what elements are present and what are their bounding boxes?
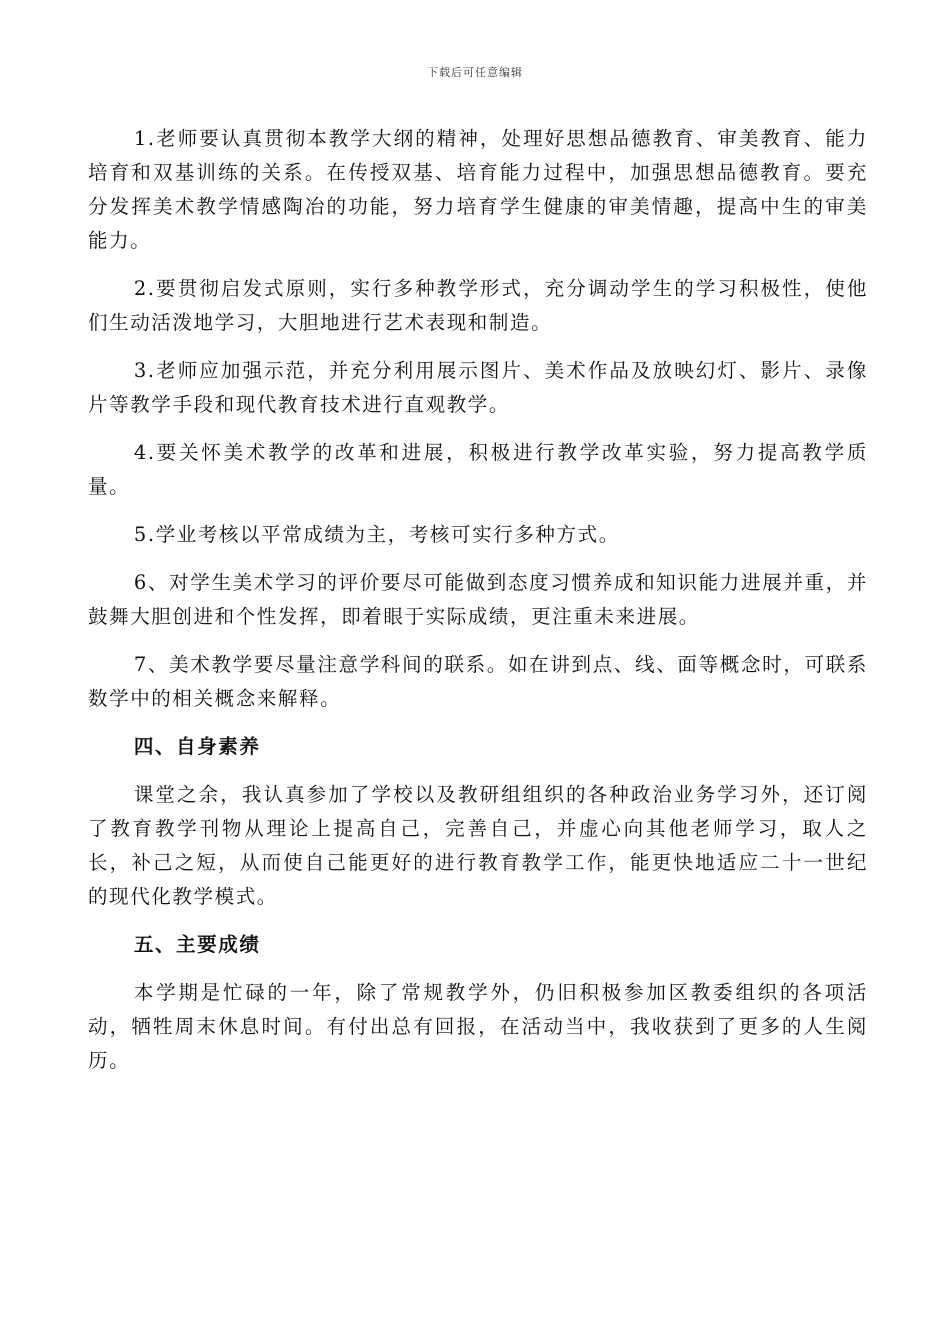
document-body [88, 122, 868, 1078]
section-heading-self-quality: 四、自身素养 [133, 735, 261, 758]
page-header: 下载后可任意编辑 [427, 66, 523, 79]
section-heading-main-achievements: 五、主要成绩 [133, 933, 261, 956]
paragraph-3: 3.老师应加强示范，并充分利用展示图片、美术作品及放映幻灯、影片、录像片等教学手段和现代教育技术进行直观教学。 [88, 359, 868, 416]
section-body-main-achievements: 本学期是忙碌的一年，除了常规教学外，仍旧积极参加区教委组织的各项活动，牺牲周末休息时间。有付出总有回报，在活动当中，我收获到了更多的人生阅历。 [88, 981, 868, 1072]
paragraph-4: 4.要关怀美术教学的改革和进展，积极进行教学改革实验，努力提高教学质量。 [88, 441, 868, 498]
section-body-self-quality: 课堂之余，我认真参加了学校以及教研组组织的各种政治业务学习外，还订阅了教育教学刊物从理论上提高自己，完善自己，并虚心向其他老师学习，取人之长，补己之短，从而使自己能更好的进行教育教学工作，能更快地适应二十一世纪的现代化教学模式。 [88, 783, 868, 908]
paragraph-7: 7、美术教学要尽量注意学科间的联系。如在讲到点、线、面等概念时，可联系数学中的相关概念来解释。 [88, 653, 868, 710]
paragraph-2: 2.要贯彻启发式原则，实行多种教学形式，充分调动学生的学习积极性，使他们生动活泼地学习，大胆地进行艺术表现和制造。 [88, 277, 868, 334]
paragraph-1: 1.老师要认真贯彻本教学大纲的精神，处理好思想品德教育、审美教育、能力培育和双基训练的关系。在传授双基、培育能力过程中，加强思想品德教育。要充分发挥美术教学情感陶冶的功能，努力培育学生健康的审美情趣，提高中生的审美能力。 [88, 127, 868, 252]
paragraph-5: 5.学业考核以平常成绩为主，考核可实行多种方式。 [133, 523, 620, 546]
paragraph-6: 6、对学生美术学习的评价要尽可能做到态度习惯养成和知识能力进展并重，并鼓舞大胆创进和个性发挥，即着眼于实际成绩，更注重未来进展。 [88, 571, 868, 628]
